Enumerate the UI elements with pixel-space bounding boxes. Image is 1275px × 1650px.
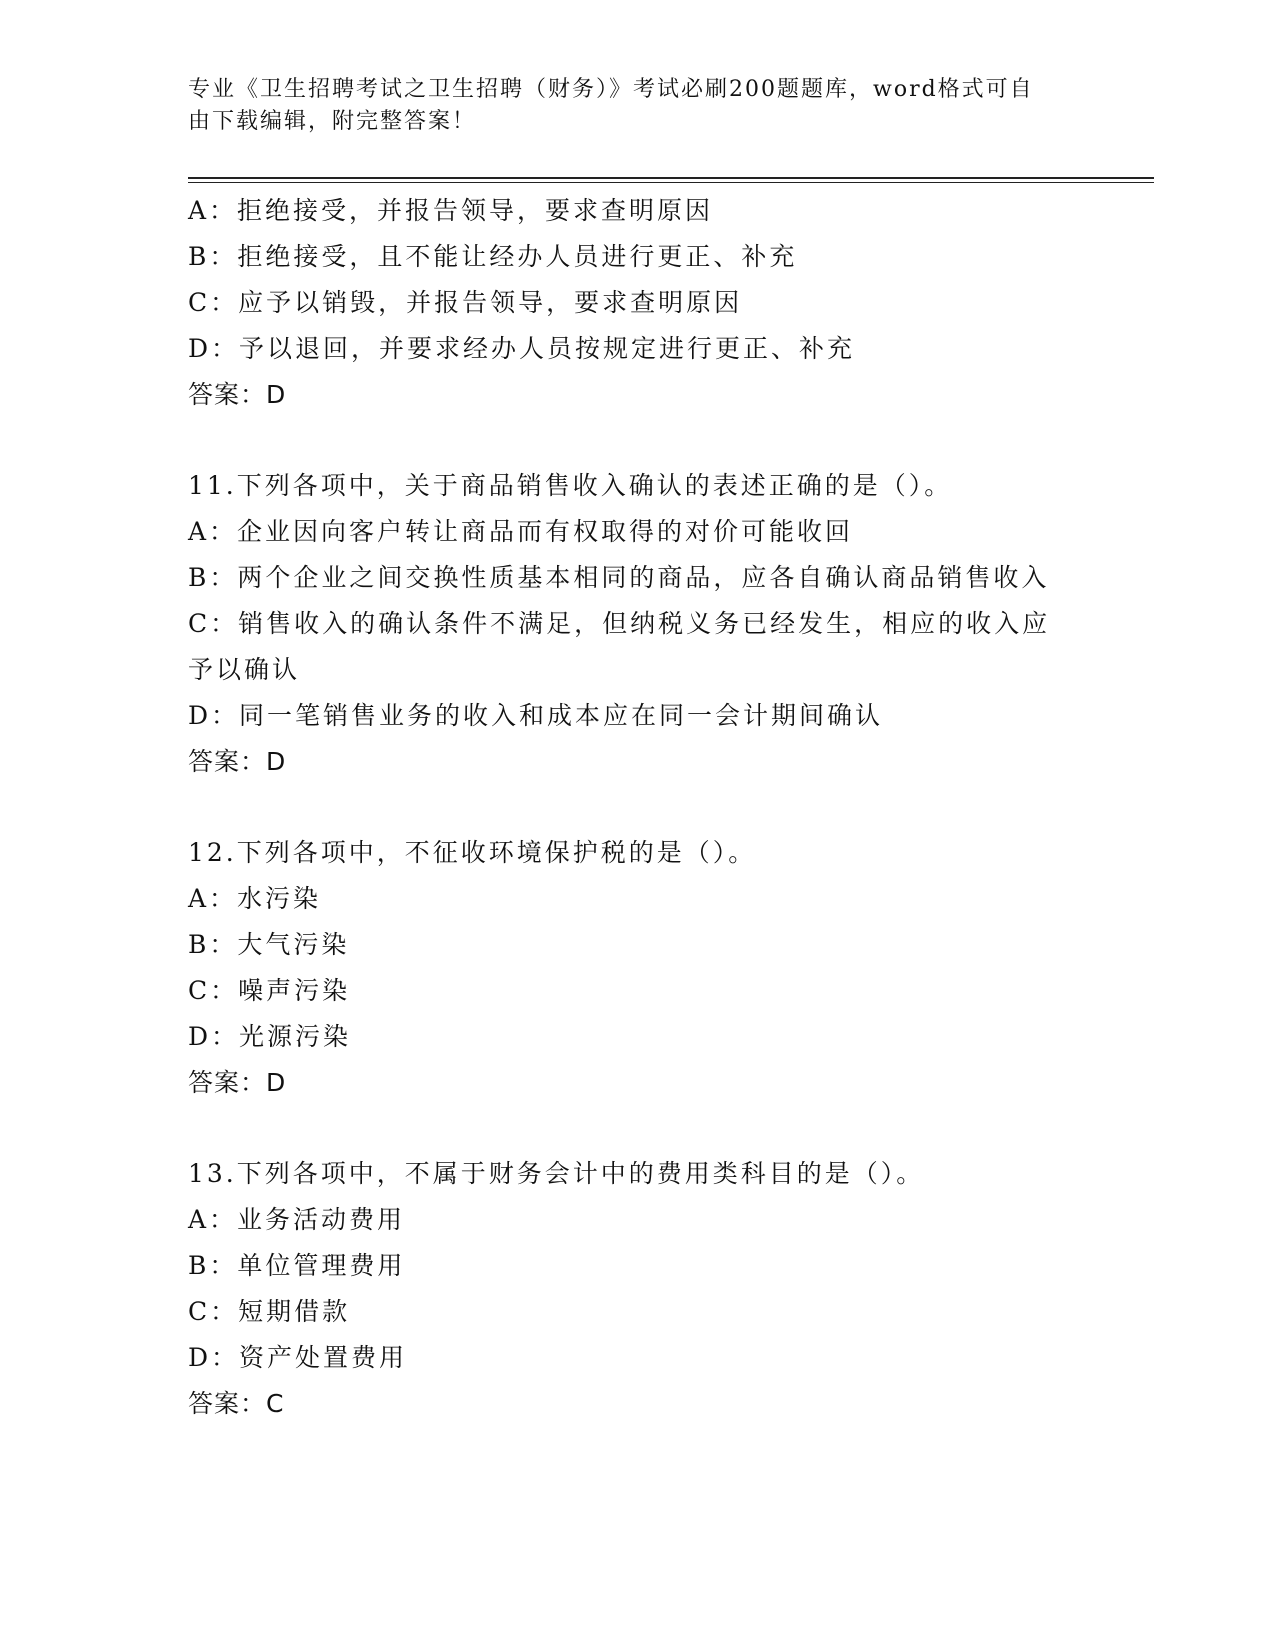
- option-d: D：予以退回，并要求经办人员按规定进行更正、补充: [188, 334, 856, 363]
- question-12: [188, 830, 1088, 1106]
- answer: 答案：D: [188, 380, 287, 409]
- question-13: [188, 1151, 1088, 1427]
- option-c: C：销售收入的确认条件不满足，但纳税义务已经发生，相应的收入应: [188, 609, 1051, 638]
- question-list: [188, 188, 1088, 1427]
- option-b: B：大气污染: [188, 930, 350, 959]
- document-header: [188, 74, 1068, 138]
- question-10: [188, 188, 1088, 418]
- option-b: B：拒绝接受，且不能让经办人员进行更正、补充: [188, 242, 798, 271]
- answer: 答案：D: [188, 747, 287, 776]
- option-a: A：拒绝接受，并报告领导，要求查明原因: [188, 196, 714, 225]
- answer: 答案：D: [188, 1068, 287, 1097]
- option-a: A：水污染: [188, 884, 322, 913]
- header-divider-thin: [188, 182, 1154, 183]
- header-line-1: 专业《卫生招聘考试之卫生招聘（财务）》考试必刷200题题库，word格式可自: [188, 77, 1034, 102]
- option-a: A：业务活动费用: [188, 1205, 406, 1234]
- option-c-continued: 予以确认: [188, 655, 301, 684]
- option-d: D：同一笔销售业务的收入和成本应在同一会计期间确认: [188, 701, 884, 730]
- option-d: D：光源污染: [188, 1022, 352, 1051]
- option-a: A：企业因向客户转让商品而有权取得的对价可能收回: [188, 517, 854, 546]
- option-c: C：应予以销毁，并报告领导，要求查明原因: [188, 288, 743, 317]
- option-c: C：短期借款: [188, 1297, 351, 1326]
- option-b: B：两个企业之间交换性质基本相同的商品，应各自确认商品销售收入: [188, 563, 1050, 592]
- option-c: C：噪声污染: [188, 976, 351, 1005]
- spacer: [188, 1106, 1088, 1151]
- header-divider-thick: [188, 177, 1154, 179]
- question-text: 13.下列各项中，不属于财务会计中的费用类科目的是（）。: [188, 1159, 925, 1188]
- question-text: 12.下列各项中，不征收环境保护税的是（）。: [188, 838, 757, 867]
- spacer: [188, 418, 1088, 463]
- option-d: D：资产处置费用: [188, 1343, 408, 1372]
- question-11: [188, 463, 1088, 785]
- spacer: [188, 785, 1088, 830]
- answer: 答案：C: [188, 1389, 285, 1418]
- header-line-2: 由下载编辑，附完整答案！: [188, 109, 477, 134]
- question-text: 11.下列各项中，关于商品销售收入确认的表述正确的是（）。: [188, 471, 953, 500]
- option-b: B：单位管理费用: [188, 1251, 406, 1280]
